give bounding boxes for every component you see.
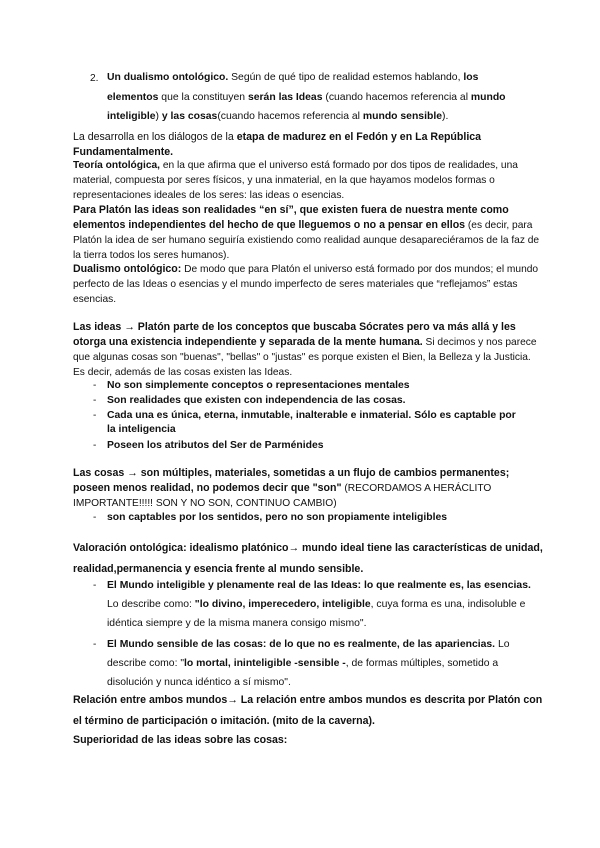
paragraph-etapa xyxy=(73,130,543,160)
list-item: No son simplemente conceptos o representaciones mentales xyxy=(107,380,410,391)
text-run: De modo que para Platón el universo está formado por dos mundos; el mundo perfecto de las Ideas o esencias y el mundo imperfecto de seres materiales que “reflejamos” estas esencias. xyxy=(73,264,539,305)
paragraph-ideas-en-si xyxy=(73,203,543,263)
bold-run: Para Platón las ideas son realidades “en sí”, que existen fuera de nuestra mente como elementos independientes del hecho de que lleguemos o no a pensar en ellos xyxy=(73,204,509,231)
dualismo-item xyxy=(107,68,527,127)
bold-run: etapa de madurez en el Fedón y en La República Fundamentalmente. xyxy=(73,131,482,158)
list-item: Son realidades que existen con independencia de las cosas. xyxy=(107,395,406,406)
text-run: ) xyxy=(155,111,162,122)
text-run: que la constituyen xyxy=(158,91,248,103)
text-run: Lo describe como: " xyxy=(107,639,510,669)
bold-run: mundo sensible xyxy=(362,111,442,122)
dualismo-title: Un dualismo ontológico. xyxy=(107,72,229,83)
bold-run: Las cosas → son múltiples, materiales, sometidas a un flujo de cambios permanentes; poseen menos realidad, no podemos decir que "son" xyxy=(73,467,510,494)
bold-run: "lo divino, imperecedero, inteligible xyxy=(194,599,371,610)
bold-run: Teoría ontológica, xyxy=(73,160,160,171)
bold-run: lo mortal, ininteligible -sensible - xyxy=(184,658,346,669)
bullet-dash: - xyxy=(93,580,97,591)
bold-run: los elementos xyxy=(107,72,479,103)
list-item-inteligible xyxy=(107,576,532,633)
text-run: en la que afirma que el universo está formado por dos tipos de realidades, una material, compuesta por seres físicos, y una inmaterial, en la que hayamos modelos formas o representaciones ideales de los seres: las ideas o esencias. xyxy=(73,160,518,201)
text-run: , de formas múltiples, sometido a disolución y nunca idéntico a sí mismo". xyxy=(107,658,499,688)
bold-run: El Mundo inteligible y plenamente real de las Ideas: lo que realmente es, las esencias. xyxy=(107,580,531,591)
paragraph-dualismo xyxy=(73,262,543,307)
paragraph-las-ideas xyxy=(73,320,543,380)
bold-run: Las ideas → Platón parte de los conceptos que buscaba Sócrates pero va más allá y les otorga una existencia independiente y separada de la mente humana. xyxy=(73,321,516,348)
paragraph-valoracion: Valoración ontológica: idealismo platónico→ mundo ideal tiene las características de unidad, realidad,permanencia y esencia frente al mundo sensible. xyxy=(73,542,543,575)
text-run: (cuando hacemos referencia al xyxy=(217,111,363,122)
list-item: Poseen los atributos del Ser de Parménides xyxy=(107,440,324,451)
bold-run: y las cosas xyxy=(161,111,218,122)
text-run: Según de qué tipo de realidad estemos hablando, xyxy=(228,72,464,83)
list-item: son captables por los sentidos, pero no son propiamente inteligibles xyxy=(107,512,448,523)
bold-run: El Mundo sensible de las cosas: de lo que no es realmente, de las apariencias. xyxy=(107,639,496,650)
paragraph-relacion: Relación entre ambos mundos→ La relación entre ambos mundos es descrita por Platón con el término de participación o imitación. (mito de la caverna). xyxy=(73,694,543,727)
bullet-dash: - xyxy=(93,440,97,451)
bold-run: Dualismo ontológico: xyxy=(73,263,182,275)
bullet-dash: - xyxy=(93,512,97,523)
text-run: Si decimos y nos parece que algunas cosas son "buenas", "bellas" o "justas" es porque existen el Bien, la Belleza y la Justicia. Es decir, además de las cosas existen las Ideas. xyxy=(73,337,537,378)
bold-run: serán las Ideas xyxy=(247,91,323,103)
paragraph-superioridad: Superioridad de las ideas sobre las cosas: xyxy=(73,734,288,746)
paragraph-teoria xyxy=(73,158,543,203)
list-item-sensible xyxy=(107,635,532,692)
bullet-dash: - xyxy=(93,410,97,421)
paragraph-las-cosas xyxy=(73,466,543,511)
text-run: (cuando hacemos referencia al xyxy=(322,91,471,103)
text-run: , cuya forma es una, indisoluble e idéntica siempre y de la misma manera consigo mismo". xyxy=(107,599,526,629)
bullet-dash: - xyxy=(93,639,97,650)
bullet-dash: - xyxy=(93,380,97,391)
bullet-dash: - xyxy=(93,395,97,406)
list-number: 2. xyxy=(90,73,99,84)
text-run: (RECORDAMOS A HERÁCLITO IMPORTANTE!!!!! SON Y NO SON, CONTINUO CAMBIO) xyxy=(73,483,492,509)
text-run: (es decir, para Platón la idea de ser humano seguiría existiendo como realidad aunque desapareciéramos de la faz de la tierra todos los seres humanos). xyxy=(73,220,540,261)
text-run: Lo describe como: xyxy=(107,599,195,610)
text-run: ). xyxy=(442,111,449,122)
text-run: La desarrolla en los diálogos de la xyxy=(73,131,237,143)
bold-run: mundo inteligible xyxy=(107,91,506,122)
list-item: Cada una es única, eterna, inmutable, inalterable e inmaterial. Sólo es captable por la inteligencia xyxy=(107,410,516,435)
